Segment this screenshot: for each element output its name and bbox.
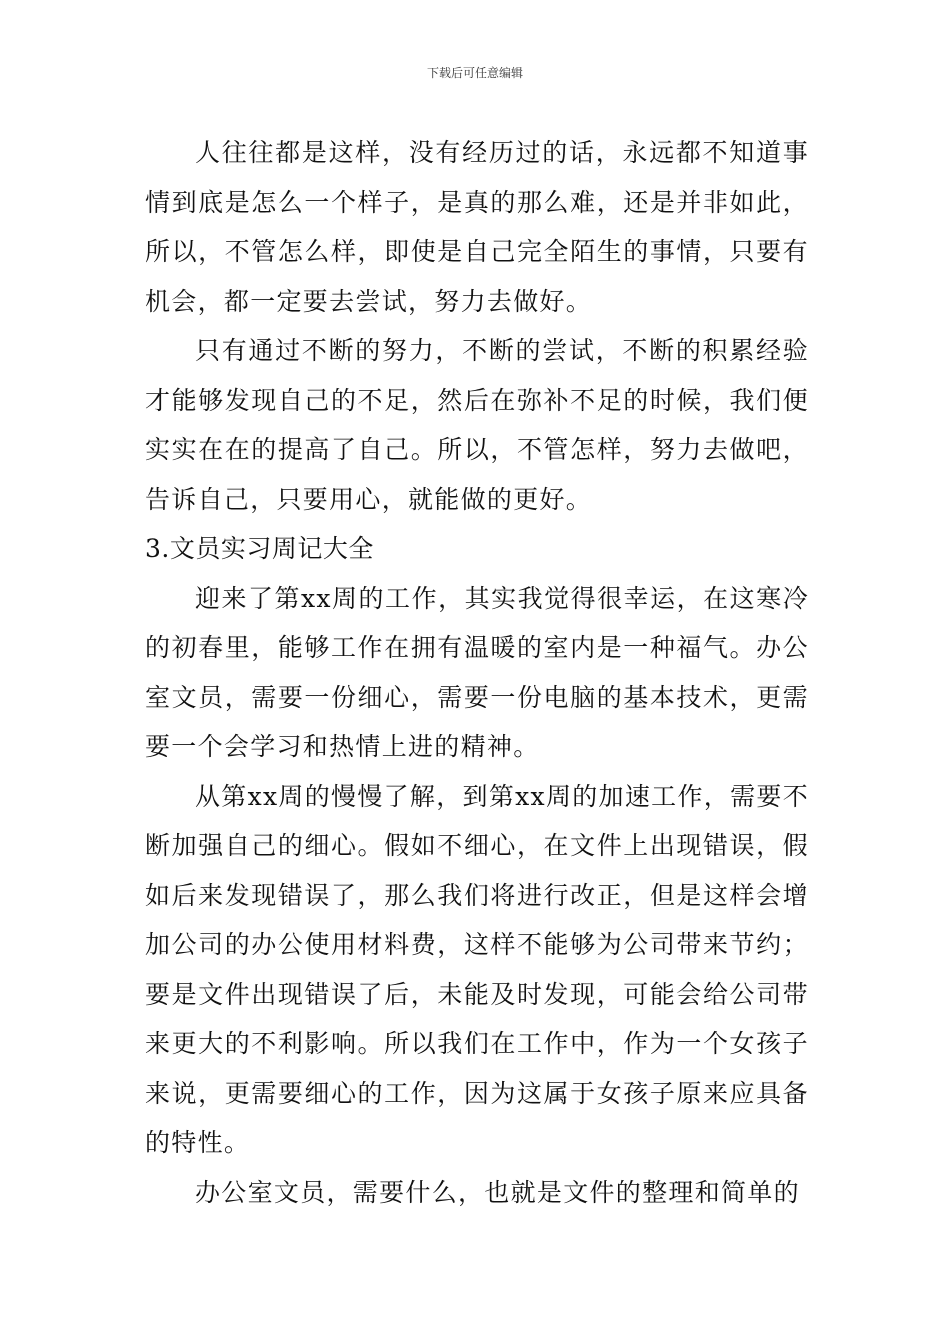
paragraph-2: 只有通过不断的努力，不断的尝试，不断的积累经验才能够发现自己的不足，然后在弥补不足的时候，我们便实实在在的提高了自己。所以，不管怎样，努力去做吧，告诉自己，只要用心，就能做的更好。 [145,336,809,514]
page-header: 下载后可任意编辑 [426,66,523,80]
paragraph-5: 办公室文员，需要什么，也就是文件的整理和简单的 [195,1177,800,1207]
paragraph-3: 迎来了第xx周的工作，其实我觉得很幸运，在这寒冷的初春里，能够工作在拥有温暖的室内是一种福气。办公室文员，需要一份细心，需要一份电脑的基本技术，更需要一个会学习和热情上进的精神。 [145,583,809,761]
paragraph-1: 人往往都是这样，没有经历过的话，永远都不知道事情到底是怎么一个样子，是真的那么难，还是并非如此，所以，不管怎么样，即使是自己完全陌生的事情，只要有机会，都一定要去尝试，努力去做好。 [145,138,809,316]
section-heading: 3.文员实习周记大全 [145,534,374,563]
document-body [145,128,809,1217]
paragraph-4: 从第xx周的慢慢了解，到第xx周的加速工作，需要不断加强自己的细心。假如不细心，在文件上出现错误，假如后来发现错误了，那么我们将进行改正，但是这样会增加公司的办公使用材料费，这样不能够为公司带来节约；要是文件出现错误了后，未能及时发现，可能会给公司带来更大的不利影响。所以我们在工作中，作为一个女孩子来说，更需要细心的工作，因为这属于女孩子原来应具备的特性。 [145,781,809,1157]
